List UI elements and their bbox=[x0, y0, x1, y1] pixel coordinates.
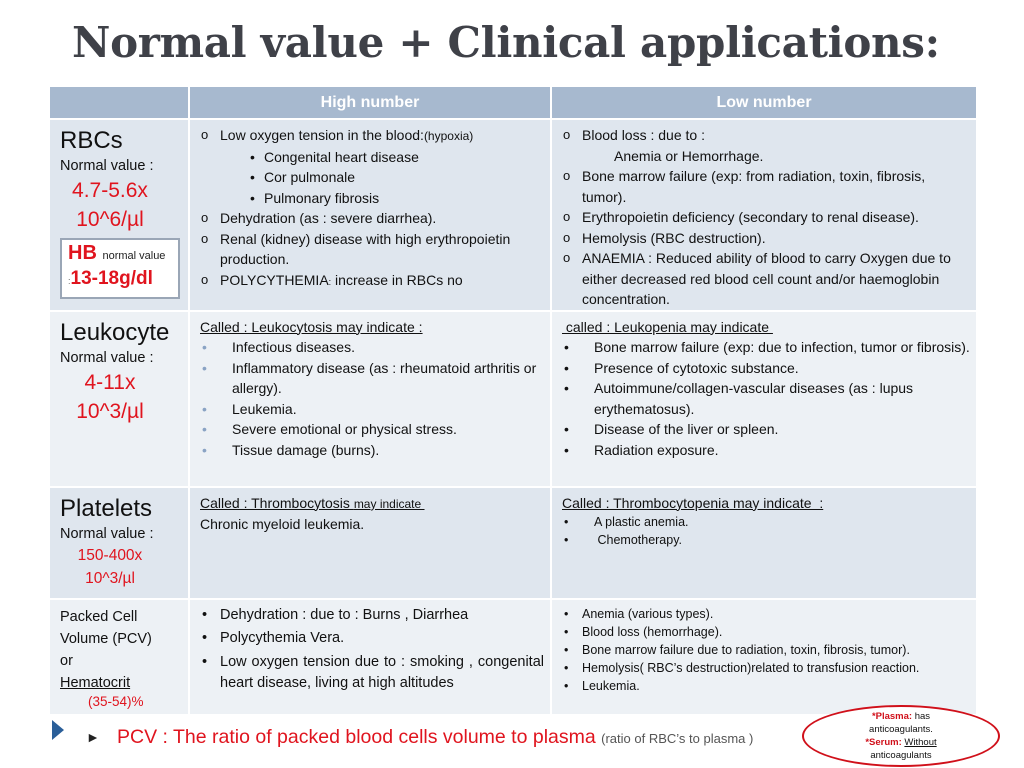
platelets-name: Platelets bbox=[60, 494, 153, 522]
thrombocytosis-title: Called : Thrombocytosis may indicate bbox=[200, 494, 425, 511]
rbc-name: RBCs bbox=[60, 127, 123, 154]
list-item: • Congenital heart disease bbox=[250, 147, 544, 168]
leukocyte-high-cell bbox=[189, 311, 551, 487]
list-item: • Hemolysis( RBC’s destruction)related to transfusion reaction. bbox=[562, 659, 970, 677]
pcv-label-cell bbox=[49, 599, 189, 715]
leukocyte-value-2: 10^3/µl bbox=[76, 399, 144, 423]
hb-colon: : bbox=[68, 276, 71, 286]
rbc-label-cell bbox=[49, 119, 189, 311]
pcv-line-2: Volume (PCV) bbox=[60, 630, 152, 647]
header-low-number: Low number bbox=[551, 86, 977, 119]
list-item: • Bone marrow failure (exp: due to infection, tumor or fibrosis). bbox=[562, 337, 970, 358]
platelets-high-cell bbox=[189, 487, 551, 599]
rbc-value-2: 10^6/µl bbox=[76, 208, 144, 231]
platelets-label-cell bbox=[49, 487, 189, 599]
list-item: • Leukemia. bbox=[200, 399, 544, 420]
slide-marker-icon bbox=[52, 720, 64, 740]
platelets-value-2: 10^3/µl bbox=[85, 569, 135, 587]
list-item: • Cor pulmonale bbox=[250, 167, 544, 188]
thrombocytopenia-title: Called : Thrombocytopenia may indicate : bbox=[562, 494, 824, 511]
list-item: • Presence of cytotoxic substance. bbox=[562, 358, 970, 379]
list-item: • Severe emotional or physical stress. bbox=[200, 419, 544, 440]
list-item: • Autoimmune/collagen-vascular diseases (as : lupus erythematosus). bbox=[562, 378, 970, 419]
table-row-leukocyte bbox=[49, 311, 977, 487]
pcv-line-1: Packed Cell bbox=[60, 608, 138, 625]
hb-value: 13-18g/dl bbox=[70, 268, 153, 289]
list-item: o Blood loss : due to : Anemia or Hemorrhage. bbox=[562, 125, 970, 166]
leukocytosis-title: Called : Leukocytosis may indicate : bbox=[200, 318, 423, 335]
list-item: o ANAEMIA : Reduced ability of blood to carry Oxygen due to either decreased red blood cell count and/or haemoglobin concentration. bbox=[562, 248, 970, 310]
list-item: o Bone marrow failure (exp: from radiation, toxin, fibrosis, tumor). bbox=[562, 166, 970, 207]
list-item: o Low oxygen tension in the blood:(hypoxia) bbox=[200, 125, 544, 147]
pcv-low-cell bbox=[551, 599, 977, 715]
list-item: • Pulmonary fibrosis bbox=[250, 188, 544, 209]
list-item: • Radiation exposure. bbox=[562, 440, 970, 461]
hb-label: HB bbox=[68, 242, 97, 264]
list-item: • Inflammatory disease (as : rheumatoid arthritis or allergy). bbox=[200, 358, 544, 399]
leukocyte-name: Leukocyte bbox=[60, 318, 170, 346]
clinical-table bbox=[48, 85, 978, 716]
rbc-normal-label: Normal value : bbox=[60, 158, 154, 174]
list-item: • Blood loss (hemorrhage). bbox=[562, 623, 970, 641]
list-item: • Chemotherapy. bbox=[562, 531, 970, 549]
platelets-low-cell bbox=[551, 487, 977, 599]
pcv-line-3: or bbox=[60, 652, 73, 669]
pcv-definition: PCV : The ratio of packed blood cells volume to plasma (ratio of RBC’s to plasma ) bbox=[117, 726, 754, 748]
hb-normal-label: normal value bbox=[102, 250, 166, 262]
list-item: • Bone marrow failure due to radiation, toxin, fibrosis, tumor). bbox=[562, 641, 970, 659]
rbc-value-1: 4.7-5.6x bbox=[72, 179, 148, 202]
list-item: • Tissue damage (burns). bbox=[200, 440, 544, 461]
plasma-serum-note: *Plasma: has anticoagulants. *Serum: Without anticoagulants bbox=[802, 705, 1000, 767]
pcv-high-cell bbox=[189, 599, 551, 715]
platelets-normal-label: Normal value : bbox=[60, 525, 154, 542]
platelets-value-1: 150-400x bbox=[77, 546, 143, 564]
leukocyte-label-cell bbox=[49, 311, 189, 487]
list-item: o Renal (kidney) disease with high erythropoietin production. bbox=[200, 229, 544, 270]
leukocyte-value-1: 4-11x bbox=[84, 370, 136, 394]
list-item: • Anemia (various types). bbox=[562, 605, 970, 623]
table-row-pcv bbox=[49, 599, 977, 715]
table-row-platelets bbox=[49, 487, 977, 599]
hb-box bbox=[60, 238, 180, 299]
pcv-value: (35-54)% bbox=[88, 693, 144, 709]
header-empty bbox=[49, 86, 189, 119]
list-item: • Low oxygen tension due to : smoking , congenital heart disease, living at high altitudes bbox=[200, 652, 544, 695]
leukocyte-normal-label: Normal value : bbox=[60, 349, 154, 366]
rbc-high-cell bbox=[189, 119, 551, 311]
list-item: o Erythropoietin deficiency (secondary to renal disease). bbox=[562, 207, 970, 228]
list-item: o Hemolysis (RBC destruction). bbox=[562, 228, 970, 249]
leukocyte-low-cell bbox=[551, 311, 977, 487]
bullet-arrow-icon: ► bbox=[86, 729, 100, 745]
page-title: Normal value + Clinical applications: bbox=[72, 18, 940, 67]
list-item: • Leukemia. bbox=[562, 677, 970, 695]
table-row-rbc bbox=[49, 119, 977, 311]
pcv-line-4: Hematocrit bbox=[60, 674, 131, 691]
header-high-number: High number bbox=[189, 86, 551, 119]
rbc-low-cell bbox=[551, 119, 977, 311]
list-item: • Disease of the liver or spleen. bbox=[562, 419, 970, 440]
list-item: • Polycythemia Vera. bbox=[200, 628, 544, 650]
leukopenia-title: called : Leukopenia may indicate bbox=[562, 318, 773, 335]
list-item: • Infectious diseases. bbox=[200, 337, 544, 358]
list-item: • Dehydration : due to : Burns , Diarrhea bbox=[200, 605, 544, 627]
table-header-row bbox=[49, 86, 977, 119]
list-item: o Dehydration (as : severe diarrhea). bbox=[200, 208, 544, 229]
list-item: o POLYCYTHEMIA: increase in RBCs no bbox=[200, 270, 544, 293]
list-item: • A plastic anemia. bbox=[562, 513, 970, 531]
thrombocytosis-text: Chronic myeloid leukemia. bbox=[200, 516, 365, 532]
